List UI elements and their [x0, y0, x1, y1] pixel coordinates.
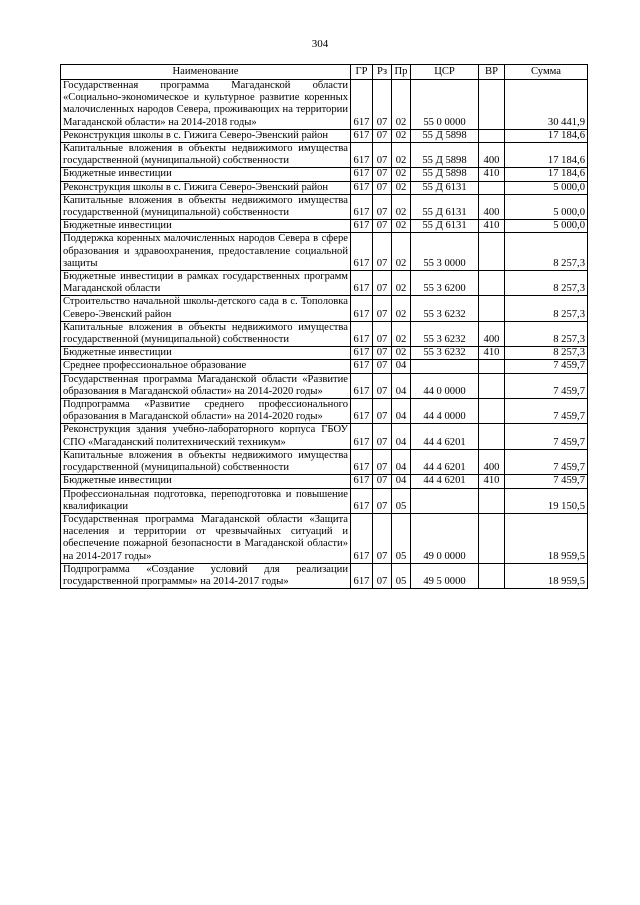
table-row [61, 143, 588, 168]
cell-gr: 617 [351, 194, 373, 219]
cell-csr: 55 Д 6131 [411, 220, 479, 233]
cell-name: Капитальные вложения в объекты недвижимого имущества государственной (муниципальной) собственности [61, 143, 351, 168]
cell-vr [479, 488, 505, 513]
table-body [61, 80, 588, 589]
cell-vr: 400 [479, 449, 505, 474]
table-row [61, 424, 588, 449]
cell-pr: 05 [392, 513, 411, 563]
cell-pr: 02 [392, 143, 411, 168]
table-row [61, 129, 588, 142]
cell-vr: 410 [479, 475, 505, 488]
cell-gr: 617 [351, 475, 373, 488]
cell-pr: 04 [392, 399, 411, 424]
cell-vr [479, 233, 505, 271]
table-row [61, 168, 588, 181]
cell-rz: 07 [373, 399, 392, 424]
cell-csr: 55 Д 6131 [411, 181, 479, 194]
cell-pr: 02 [392, 233, 411, 271]
cell-vr [479, 271, 505, 296]
cell-vr [479, 129, 505, 142]
cell-sum: 18 959,5 [505, 563, 588, 588]
page-number: 304 [311, 38, 329, 50]
cell-csr: 44 4 6201 [411, 475, 479, 488]
table-row [61, 475, 588, 488]
cell-csr: 44 4 6201 [411, 449, 479, 474]
cell-sum: 7 459,7 [505, 424, 588, 449]
cell-pr: 02 [392, 194, 411, 219]
cell-csr: 55 0 0000 [411, 80, 479, 130]
table-row [61, 373, 588, 398]
cell-gr: 617 [351, 296, 373, 321]
cell-csr: 55 3 6232 [411, 321, 479, 346]
cell-name: Реконструкция школы в с. Гижига Северо-Эвенский район [61, 181, 351, 194]
cell-sum: 8 257,3 [505, 233, 588, 271]
header-csr: ЦСР [411, 65, 479, 80]
cell-name: Поддержка коренных малочисленных народов Севера в сфере образования и здравоохранения, предоставление социальной защиты [61, 233, 351, 271]
cell-sum: 17 184,6 [505, 143, 588, 168]
cell-vr [479, 360, 505, 373]
cell-name: Среднее профессиональное образование [61, 360, 351, 373]
cell-pr: 04 [392, 360, 411, 373]
cell-sum: 8 257,3 [505, 296, 588, 321]
cell-pr: 05 [392, 488, 411, 513]
table-row [61, 80, 588, 130]
cell-rz: 07 [373, 563, 392, 588]
cell-rz: 07 [373, 181, 392, 194]
cell-rz: 07 [373, 488, 392, 513]
cell-vr [479, 399, 505, 424]
cell-csr: 55 3 6232 [411, 296, 479, 321]
table-row [61, 296, 588, 321]
cell-vr: 410 [479, 347, 505, 360]
cell-rz: 07 [373, 321, 392, 346]
cell-gr: 617 [351, 424, 373, 449]
cell-sum: 8 257,3 [505, 321, 588, 346]
cell-pr: 04 [392, 449, 411, 474]
cell-name: Бюджетные инвестиции в рамках государственных программ Магаданской области [61, 271, 351, 296]
cell-name: Бюджетные инвестиции [61, 168, 351, 181]
cell-rz: 07 [373, 360, 392, 373]
cell-csr: 55 Д 6131 [411, 194, 479, 219]
cell-gr: 617 [351, 513, 373, 563]
cell-vr: 400 [479, 194, 505, 219]
cell-vr [479, 181, 505, 194]
cell-rz: 07 [373, 194, 392, 219]
cell-gr: 617 [351, 399, 373, 424]
cell-gr: 617 [351, 168, 373, 181]
cell-gr: 617 [351, 347, 373, 360]
table-row [61, 321, 588, 346]
cell-vr: 400 [479, 321, 505, 346]
cell-gr: 617 [351, 129, 373, 142]
cell-rz: 07 [373, 296, 392, 321]
cell-rz: 07 [373, 271, 392, 296]
cell-pr: 02 [392, 271, 411, 296]
table-row [61, 449, 588, 474]
cell-pr: 02 [392, 296, 411, 321]
cell-rz: 07 [373, 424, 392, 449]
cell-rz: 07 [373, 513, 392, 563]
table-row [61, 220, 588, 233]
table-row [61, 181, 588, 194]
cell-gr: 617 [351, 360, 373, 373]
cell-pr: 04 [392, 424, 411, 449]
cell-pr: 04 [392, 373, 411, 398]
cell-sum: 5 000,0 [505, 181, 588, 194]
cell-vr: 410 [479, 168, 505, 181]
cell-pr: 02 [392, 347, 411, 360]
cell-vr [479, 80, 505, 130]
table-row [61, 488, 588, 513]
cell-name: Государственная программа Магаданской области «Социально-экономическое и культурное развитие коренных малочисленных народов Севера, проживающих на территории Магаданской области» на 2014-2018 годы» [61, 80, 351, 130]
cell-csr [411, 360, 479, 373]
cell-sum: 18 959,5 [505, 513, 588, 563]
cell-gr: 617 [351, 220, 373, 233]
table-row [61, 563, 588, 588]
table-row [61, 513, 588, 563]
cell-name: Реконструкция школы в с. Гижига Северо-Эвенский район [61, 129, 351, 142]
cell-gr: 617 [351, 488, 373, 513]
cell-name: Подпрограмма «Создание условий для реализации государственной программы» на 2014-2017 годы» [61, 563, 351, 588]
cell-sum: 7 459,7 [505, 449, 588, 474]
cell-sum: 8 257,3 [505, 271, 588, 296]
cell-gr: 617 [351, 321, 373, 346]
cell-sum: 19 150,5 [505, 488, 588, 513]
cell-sum: 7 459,7 [505, 360, 588, 373]
cell-sum: 7 459,7 [505, 373, 588, 398]
cell-name: Бюджетные инвестиции [61, 475, 351, 488]
cell-pr: 02 [392, 168, 411, 181]
cell-sum: 7 459,7 [505, 399, 588, 424]
header-pr: Пр [392, 65, 411, 80]
header-rz: Рз [373, 65, 392, 80]
cell-gr: 617 [351, 233, 373, 271]
cell-name: Строительство начальной школы-детского сада в с. Тополовка Северо-Эвенский район [61, 296, 351, 321]
cell-gr: 617 [351, 143, 373, 168]
cell-sum: 5 000,0 [505, 194, 588, 219]
cell-rz: 07 [373, 220, 392, 233]
cell-pr: 02 [392, 80, 411, 130]
header-gr: ГР [351, 65, 373, 80]
cell-gr: 617 [351, 449, 373, 474]
cell-csr: 49 5 0000 [411, 563, 479, 588]
cell-name: Государственная программа Магаданской области «Развитие образования в Магаданской области» на 2014-2020 годы» [61, 373, 351, 398]
cell-csr: 44 4 0000 [411, 399, 479, 424]
cell-pr: 05 [392, 563, 411, 588]
cell-name: Капитальные вложения в объекты недвижимого имущества государственной (муниципальной) собственности [61, 194, 351, 219]
cell-gr: 617 [351, 181, 373, 194]
cell-rz: 07 [373, 475, 392, 488]
cell-pr: 02 [392, 321, 411, 346]
cell-pr: 04 [392, 475, 411, 488]
cell-csr [411, 488, 479, 513]
cell-name: Государственная программа Магаданской области «Защита населения и территории от чрезвычайных ситуаций и обеспечение пожарной безопасности в Магаданской области» на 2014-2017 годы» [61, 513, 351, 563]
header-sum: Сумма [505, 65, 588, 80]
cell-pr: 02 [392, 181, 411, 194]
cell-name: Бюджетные инвестиции [61, 347, 351, 360]
cell-rz: 07 [373, 233, 392, 271]
cell-gr: 617 [351, 563, 373, 588]
cell-name: Бюджетные инвестиции [61, 220, 351, 233]
cell-rz: 07 [373, 80, 392, 130]
cell-name: Капитальные вложения в объекты недвижимого имущества государственной (муниципальной) собственности [61, 449, 351, 474]
cell-pr: 02 [392, 220, 411, 233]
cell-pr: 02 [392, 129, 411, 142]
cell-gr: 617 [351, 80, 373, 130]
cell-csr: 55 3 6232 [411, 347, 479, 360]
cell-rz: 07 [373, 168, 392, 181]
cell-sum: 5 000,0 [505, 220, 588, 233]
table-row [61, 194, 588, 219]
cell-csr: 55 Д 5898 [411, 129, 479, 142]
cell-rz: 07 [373, 347, 392, 360]
table-header-row [61, 65, 588, 80]
cell-sum: 17 184,6 [505, 168, 588, 181]
cell-sum: 8 257,3 [505, 347, 588, 360]
cell-sum: 7 459,7 [505, 475, 588, 488]
header-vr: ВР [479, 65, 505, 80]
cell-rz: 07 [373, 143, 392, 168]
cell-csr: 55 3 6200 [411, 271, 479, 296]
cell-vr [479, 373, 505, 398]
cell-csr: 49 0 0000 [411, 513, 479, 563]
cell-vr [479, 513, 505, 563]
table-row [61, 360, 588, 373]
cell-sum: 17 184,6 [505, 129, 588, 142]
cell-gr: 617 [351, 271, 373, 296]
cell-rz: 07 [373, 129, 392, 142]
cell-csr: 44 4 6201 [411, 424, 479, 449]
cell-rz: 07 [373, 449, 392, 474]
cell-rz: 07 [373, 373, 392, 398]
cell-vr: 410 [479, 220, 505, 233]
header-name: Наименование [61, 65, 351, 80]
table-row [61, 347, 588, 360]
cell-name: Капитальные вложения в объекты недвижимого имущества государственной (муниципальной) собственности [61, 321, 351, 346]
cell-name: Подпрограмма «Развитие среднего профессионального образования в Магаданской области» на 2014-2020 годы» [61, 399, 351, 424]
table-row [61, 271, 588, 296]
cell-csr: 55 3 0000 [411, 233, 479, 271]
cell-csr: 55 Д 5898 [411, 168, 479, 181]
cell-vr [479, 296, 505, 321]
cell-vr: 400 [479, 143, 505, 168]
cell-vr [479, 424, 505, 449]
table-row [61, 233, 588, 271]
cell-csr: 55 Д 5898 [411, 143, 479, 168]
cell-csr: 44 0 0000 [411, 373, 479, 398]
cell-vr [479, 563, 505, 588]
cell-gr: 617 [351, 373, 373, 398]
budget-table [60, 64, 588, 589]
table-row [61, 399, 588, 424]
cell-name: Реконструкция здания учебно-лабораторного корпуса ГБОУ СПО «Магаданский политехнический техникум» [61, 424, 351, 449]
cell-name: Профессиональная подготовка, переподготовка и повышение квалификации [61, 488, 351, 513]
cell-sum: 30 441,9 [505, 80, 588, 130]
